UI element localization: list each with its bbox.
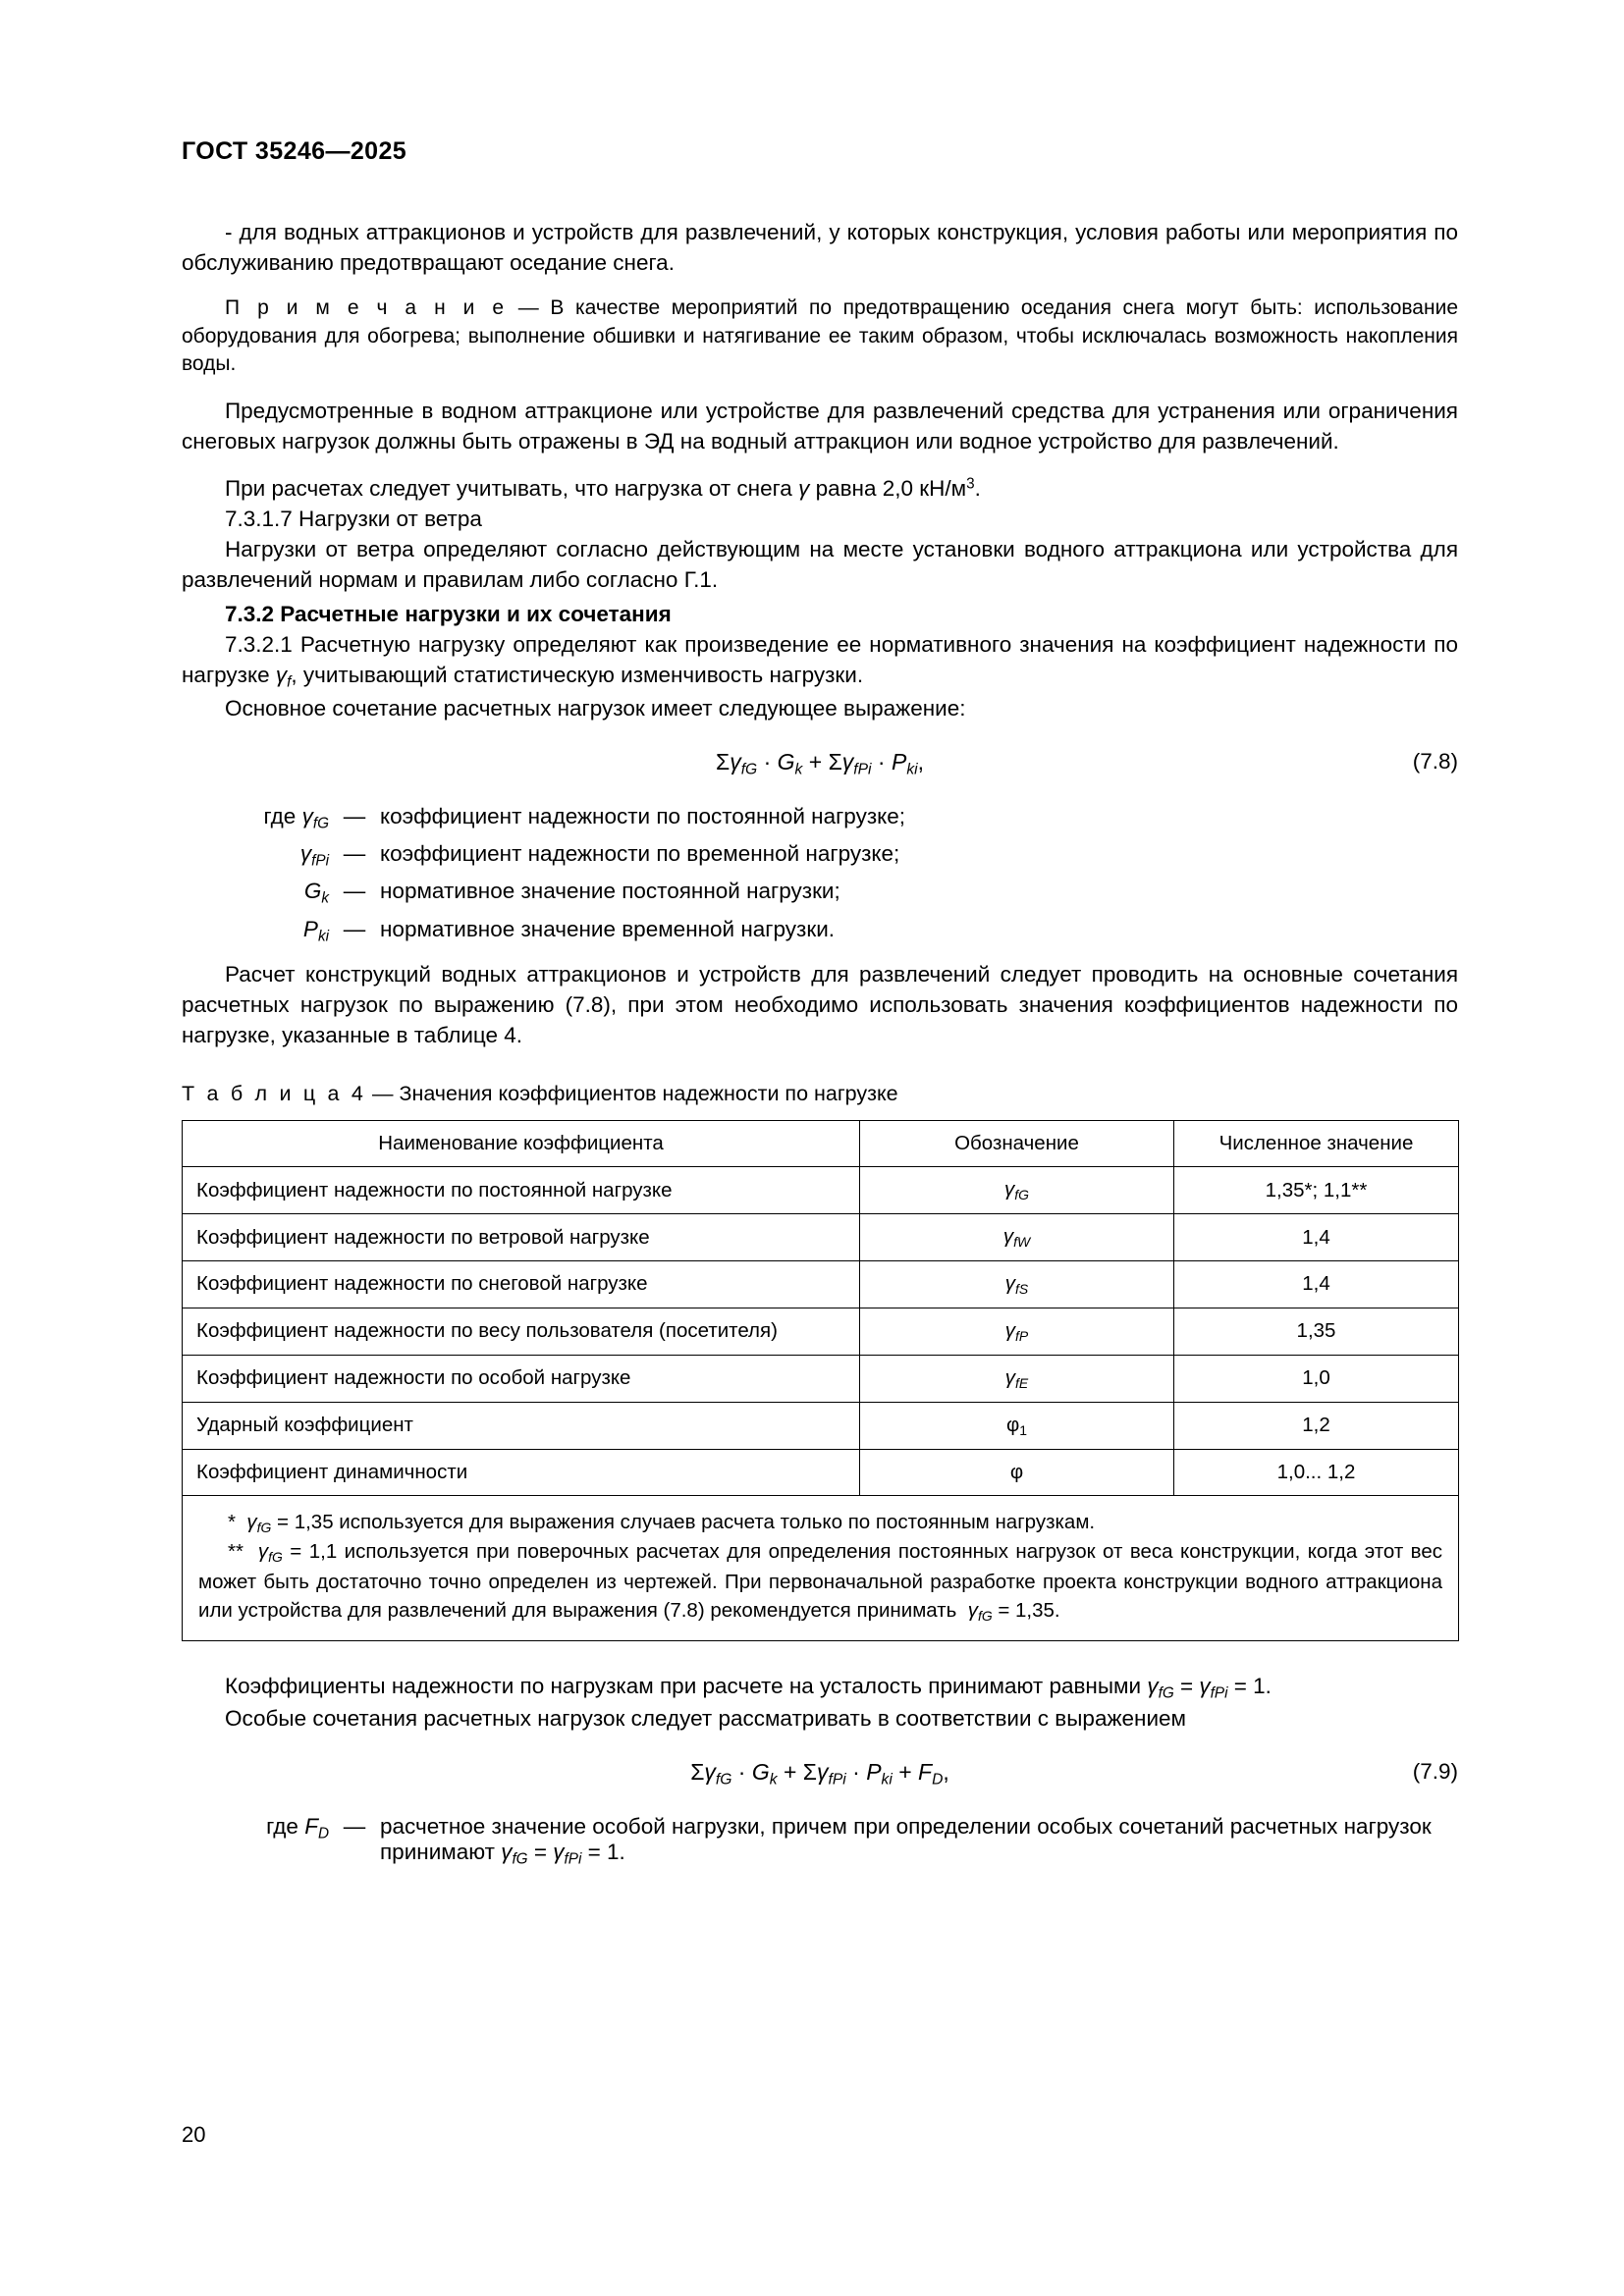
table-row <box>183 1214 1459 1261</box>
paragraph-basic-combination: Основное сочетание расчетных нагрузок имеет следующее выражение: <box>225 695 966 721</box>
note-text: — В качестве мероприятий по предотвращению оседания снега могут быть: использование оборудования для обогрева; выполнение обшивки и натягивание ее таким образом, чтобы исключалась возможность накопления воды. <box>182 296 1458 376</box>
table-cell-symbol: $\gamma_{fE}$ <box>860 1355 1174 1402</box>
table-header-row <box>183 1121 1459 1167</box>
table-row <box>183 1260 1459 1308</box>
definition-text-b: = 1. <box>581 1840 625 1865</box>
table-footnotes-row <box>183 1495 1459 1640</box>
symbol-subscript: fG <box>1014 1187 1029 1203</box>
table-row <box>183 1355 1459 1402</box>
table-cell-name: Коэффициент динамичности <box>183 1449 860 1495</box>
table-cell-symbol: $\gamma_{fP}$ <box>860 1308 1174 1355</box>
definition-row <box>182 841 1458 870</box>
definition-dash: — <box>343 916 366 941</box>
footnote-2: ** $\gamma_{fG} = 1,1$ используется при поверочных расчетах для определения постоянных нагрузок от веса конструкции, когда этот вес может быть достаточно точно определен из чертежей. При первоначальной разработке проекта конструкции водного аттракциона или устройства для развлечений для выражения (7.8) рекомендуется принимать $\gamma_{fG} = 1,35$. <box>198 1540 1442 1624</box>
page-content <box>182 137 1458 1878</box>
paragraph-snow-load-value <box>182 473 1458 504</box>
table-col-symbol: Обозначение <box>860 1121 1174 1167</box>
definition-dash: — <box>343 1814 366 1840</box>
table-4-caption-label: Т а б л и ц а 4 <box>182 1082 367 1106</box>
paragraph-water-attractions-snow: - для водных аттракционов и устройств для развлечений, у которых конструкция, условия работы или мероприятия по обслуживанию предотвращают оседание снега. <box>182 220 1458 276</box>
definition-text-a: расчетное значение особой нагрузки, причем при определении особых сочетаний расчетных нагрузок принимают <box>380 1814 1432 1865</box>
table-cell-name: Ударный коэффициент <box>183 1402 860 1449</box>
note-block <box>182 294 1458 379</box>
paragraph-wind-loads: Нагрузки от ветра определяют согласно действующим на месте установки водного аттракциона или устройства для развлечений нормам и правилам либо согласно Г.1. <box>182 536 1458 592</box>
note-label: П р и м е ч а н и е <box>225 296 508 320</box>
clause-7-3-2-heading: 7.3.2 Расчетные нагрузки и их сочетания <box>225 602 672 627</box>
fatigue-text-b: = 1. <box>1227 1673 1272 1698</box>
formula-7-8 <box>182 749 1458 778</box>
table-footnotes <box>183 1496 1458 1640</box>
table-cell-value: 1,2 <box>1174 1402 1459 1449</box>
table-row <box>183 1308 1459 1355</box>
paragraph-special-combinations: Особые сочетания расчетных нагрузок следует рассматривать в соответствии с выражением <box>225 1706 1186 1732</box>
snow-load-text-a: При расчетах следует учитывать, что нагрузка от снега <box>225 475 799 501</box>
definition-term: $P_{ki}$ <box>302 916 329 945</box>
definition-dash: — <box>343 803 366 828</box>
footnote-1: * $\gamma_{fG} = 1,35$ используется для выражения случаев расчета только по постоянным нагрузкам. <box>228 1510 1096 1535</box>
table-4-caption-text: — Значения коэффициентов надежности по нагрузке <box>366 1082 898 1106</box>
definition-row <box>182 917 1458 945</box>
snow-load-exponent: 3 <box>966 475 975 493</box>
formula-7-8-number: (7.8) <box>1412 748 1458 774</box>
table-cell-name: Коэффициент надежности по постоянной нагрузке <box>183 1167 860 1214</box>
definition-description: коэффициент надежности по временной нагрузке; <box>380 841 900 867</box>
table-cell-value: 1,35 <box>1174 1308 1459 1355</box>
table-cell-value: 1,0... 1,2 <box>1174 1449 1459 1495</box>
document-standard-header: ГОСТ 35246—2025 <box>182 137 407 165</box>
definition-term: $G_k$ <box>303 879 329 907</box>
definition-description: нормативное значение временной нагрузки. <box>380 916 836 941</box>
symbol-subscript: fE <box>1015 1374 1029 1391</box>
table-4 <box>182 1120 1459 1640</box>
formula-7-9 <box>182 1759 1458 1789</box>
table-footnotes-cell <box>183 1495 1459 1640</box>
definition-list-7-8 <box>182 804 1458 945</box>
definition-row <box>182 879 1458 907</box>
table-cell-value: 1,4 <box>1174 1260 1459 1308</box>
table-cell-symbol: $\gamma_{fW}$ <box>860 1214 1174 1261</box>
table-col-value: Численное значение <box>1174 1121 1459 1167</box>
definition-description: нормативное значение постоянной нагрузки; <box>380 879 840 904</box>
fatigue-text-a: Коэффициенты надежности по нагрузкам при расчете на усталость принимают равными <box>225 1673 1148 1698</box>
clause-7-3-2-1-text-b: , учитывающий статистическую изменчивость нагрузки. <box>291 663 864 688</box>
definition-term: где $\gamma_{fG}$ <box>263 803 329 832</box>
table-cell-symbol: $\gamma_{fG}$ <box>860 1167 1174 1214</box>
symbol-subscript: 1 <box>1019 1421 1028 1438</box>
paragraph-calculation-basis: Расчет конструкций водных аттракционов и устройств для развлечений следует проводить на основные сочетания расчетных нагрузок по выражению (7.8), при этом необходимо использовать значения коэффициентов надежности по нагрузке, указанные в таблице 4. <box>182 962 1458 1048</box>
table-cell-name: Коэффициент надежности по снеговой нагрузке <box>183 1260 860 1308</box>
clause-7-3-1-7-title: 7.3.1.7 Нагрузки от ветра <box>225 506 482 531</box>
page-number: 20 <box>182 2122 206 2147</box>
definition-list-7-9 <box>182 1814 1458 1868</box>
gamma-symbol: γ <box>798 475 810 501</box>
table-cell-symbol: $\gamma_{fS}$ <box>860 1260 1174 1308</box>
clause-7-3-2-1-paragraph <box>182 629 1458 692</box>
formula-7-8-expression: $\Sigma\gamma_{fG} \cdot G_k + \Sigma\gamma_{fPi} \cdot P_{ki}$, <box>715 748 925 777</box>
clause-7-3-2-1-text-a: 7.3.2.1 Расчетную нагрузку определяют как произведение ее нормативного значения на коэффициент надежности по нагрузке <box>182 632 1458 688</box>
definition-dash: — <box>343 841 366 867</box>
table-cell-symbol: $\varphi_1$ <box>860 1402 1174 1449</box>
formula-7-9-expression: $\Sigma\gamma_{fG} \cdot G_k + \Sigma\gamma_{fPi} \cdot P_{ki} + F_D$, <box>690 1759 949 1789</box>
table-cell-value: 1,4 <box>1174 1214 1459 1261</box>
table-cell-symbol: φ <box>860 1449 1174 1495</box>
gamma-f-symbol: $\gamma_f$ <box>275 663 292 691</box>
definition-dash: — <box>343 879 366 904</box>
table-row <box>183 1167 1459 1214</box>
table-row <box>183 1402 1459 1449</box>
symbol-subscript: fP <box>1015 1327 1029 1344</box>
paragraph-fatigue-coefficients: Коэффициенты надежности по нагрузкам при расчете на усталость принимают равными $\gamma_{fG} = \gamma_{fPi} = 1$. <box>225 1673 1272 1701</box>
definition-row <box>182 1814 1458 1868</box>
symbol-subscript: fW <box>1013 1233 1031 1250</box>
table-cell-value: 1,35*; 1,1** <box>1174 1167 1459 1214</box>
paragraph-snow-load-means: Предусмотренные в водном аттракционе или устройстве для развлечений средства для устранения или ограничения снеговых нагрузок должны быть отражены в ЭД на водный аттракцион или водное устройство для развлечений. <box>182 398 1458 454</box>
table-cell-value: 1,0 <box>1174 1355 1459 1402</box>
table-col-name: Наименование коэффициента <box>183 1121 860 1167</box>
symbol-subscript: fS <box>1015 1280 1029 1297</box>
definition-row <box>182 804 1458 832</box>
table-cell-name: Коэффициент надежности по весу пользователя (посетителя) <box>183 1308 860 1355</box>
table-cell-name: Коэффициент надежности по ветровой нагрузке <box>183 1214 860 1261</box>
definition-term: где $F_D$ <box>266 1814 329 1842</box>
definition-description: коэффициент надежности по постоянной нагрузке; <box>380 803 905 828</box>
definition-description: расчетное значение особой нагрузки, причем при определении особых сочетаний расчетных нагрузок принимают $\gamma_{fG} = \gamma_{fPi} = 1$. <box>380 1814 1432 1868</box>
formula-7-9-number: (7.9) <box>1412 1759 1458 1785</box>
definition-term: $\gamma_{fPi}$ <box>299 841 329 870</box>
where-label: где <box>263 803 297 828</box>
table-row <box>183 1449 1459 1495</box>
snow-load-text-b: равна 2,0 кН/м <box>809 475 967 501</box>
table-4-caption <box>182 1082 1458 1106</box>
snow-load-text-end: . <box>974 475 981 501</box>
where-label-2: где <box>266 1814 298 1840</box>
table-cell-name: Коэффициент надежности по особой нагрузке <box>183 1355 860 1402</box>
